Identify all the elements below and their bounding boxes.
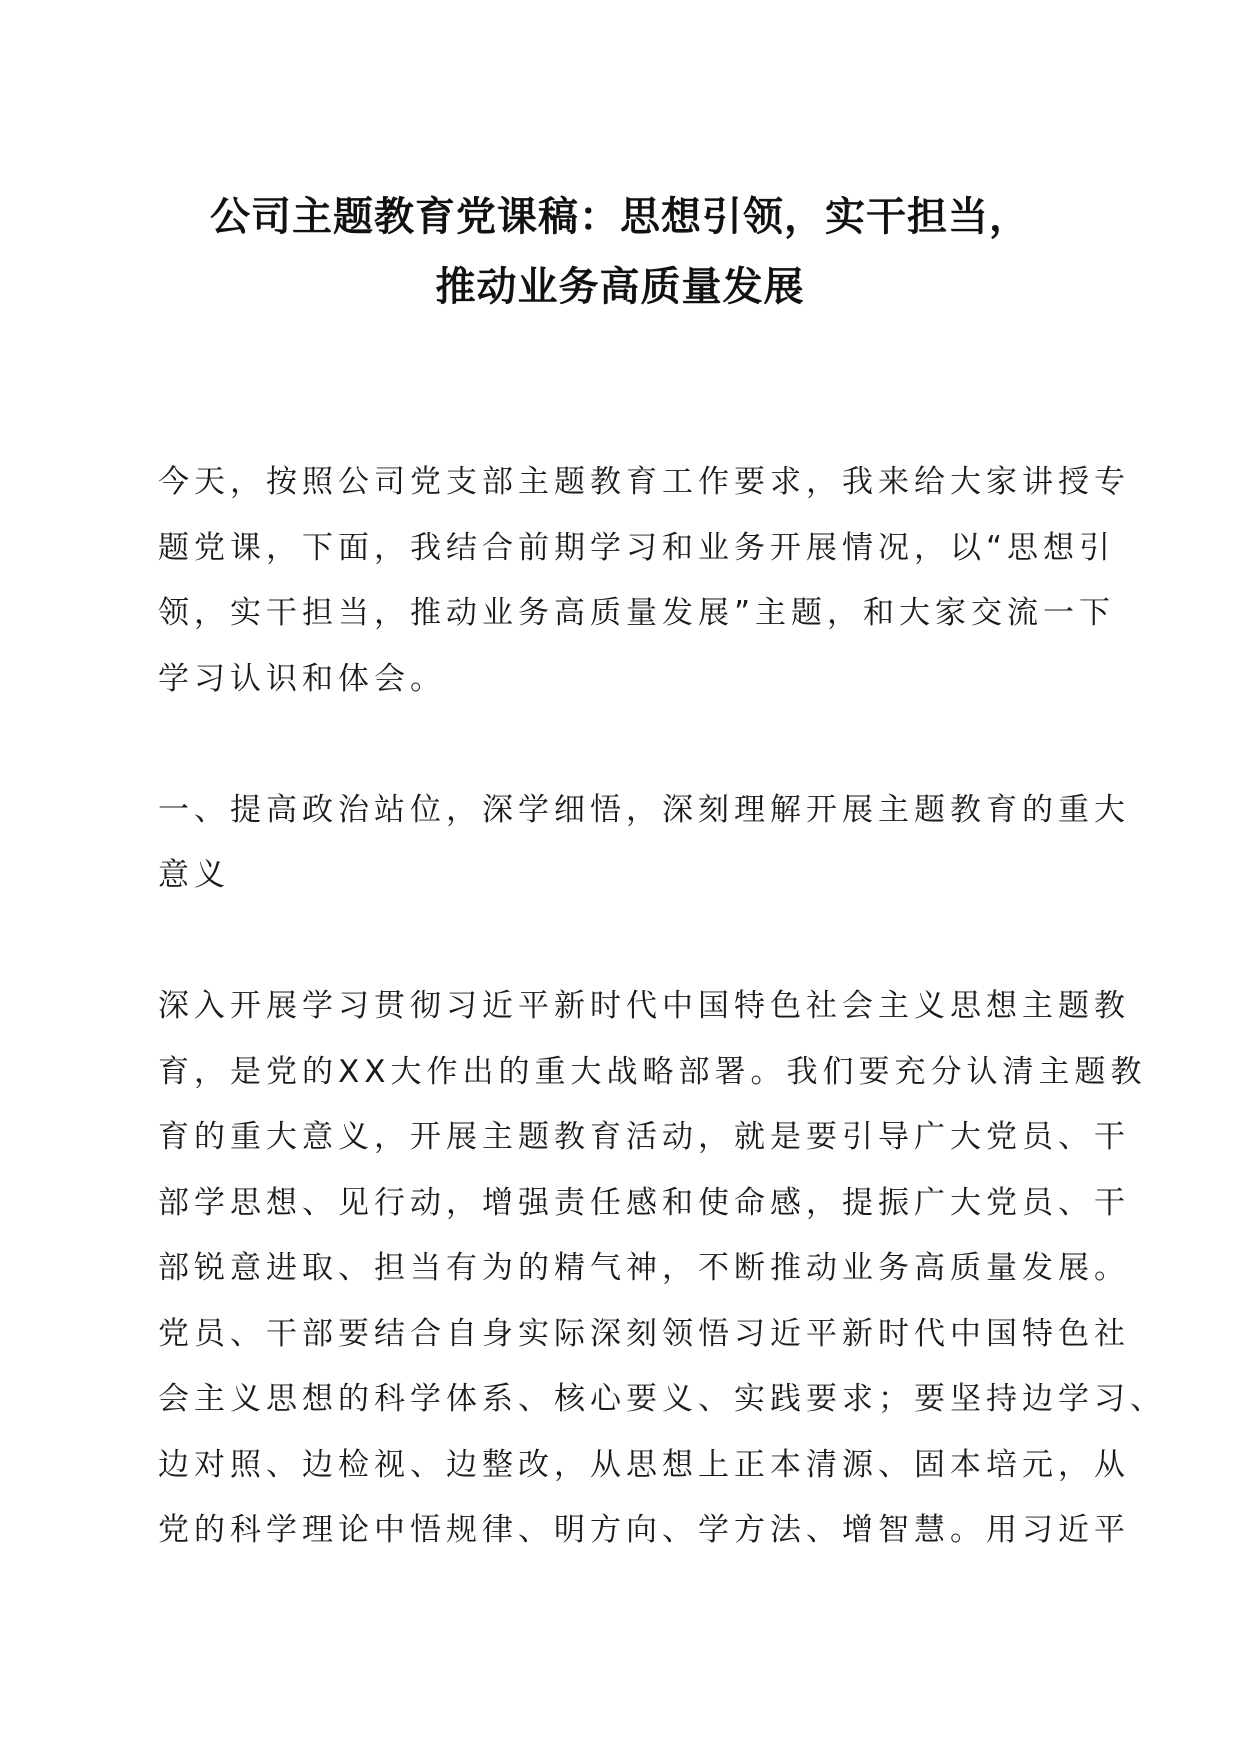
section-heading	[158, 778, 1130, 909]
title-line: 公司主题教育党课稿：思想引领，实干担当，	[210, 194, 1030, 240]
text-line: 党员、干部要结合自身实际深刻领悟习近平新时代中国特色社	[158, 1315, 1130, 1352]
text-line: 边对照、边检视、边整改，从思想上正本清源、固本培元，从	[158, 1446, 1130, 1483]
text-line: 领，实干担当，推动业务高质量发展”主题，和大家交流一下	[158, 595, 1116, 631]
body-paragraph	[158, 974, 1166, 1564]
title-line: 推动业务高质量发展	[435, 264, 805, 310]
document-body	[158, 450, 1166, 1564]
text-line: 部锐意进取、担当有为的精气神，不断推动业务高质量发展。	[158, 1250, 1130, 1286]
text-line: 育的重大意义，开展主题教育活动，就是要引导广大党员、干	[158, 1119, 1130, 1155]
text-line: 题党课，下面，我结合前期学习和业务开展情况，以“思想引	[158, 529, 1116, 566]
text-line: 部学思想、见行动，增强责任感和使命感，提振广大党员、干	[158, 1184, 1130, 1221]
paragraph-gap	[158, 909, 1083, 975]
text-line: 党的科学理论中悟规律、明方向、学方法、增智慧。用习近平	[158, 1512, 1130, 1548]
document-title	[130, 182, 1110, 322]
text-line: 意义	[158, 857, 230, 893]
text-line: 育，是党的XX大作出的重大战略部署。我们要充分认清主题教	[158, 1053, 1147, 1090]
text-line: 会主义思想的科学体系、核心要义、实践要求；要坚持边学习、	[158, 1381, 1166, 1417]
text-line: 学习认识和体会。	[158, 660, 446, 697]
text-line: 深入开展学习贯彻习近平新时代中国特色社会主义思想主题教	[158, 988, 1130, 1024]
intro-paragraph	[158, 450, 1130, 712]
text-line: 今天，按照公司党支部主题教育工作要求，我来给大家讲授专	[158, 464, 1130, 500]
text-line: 一、提高政治站位，深学细悟，深刻理解开展主题教育的重大	[158, 791, 1130, 828]
paragraph-gap	[158, 712, 1083, 778]
